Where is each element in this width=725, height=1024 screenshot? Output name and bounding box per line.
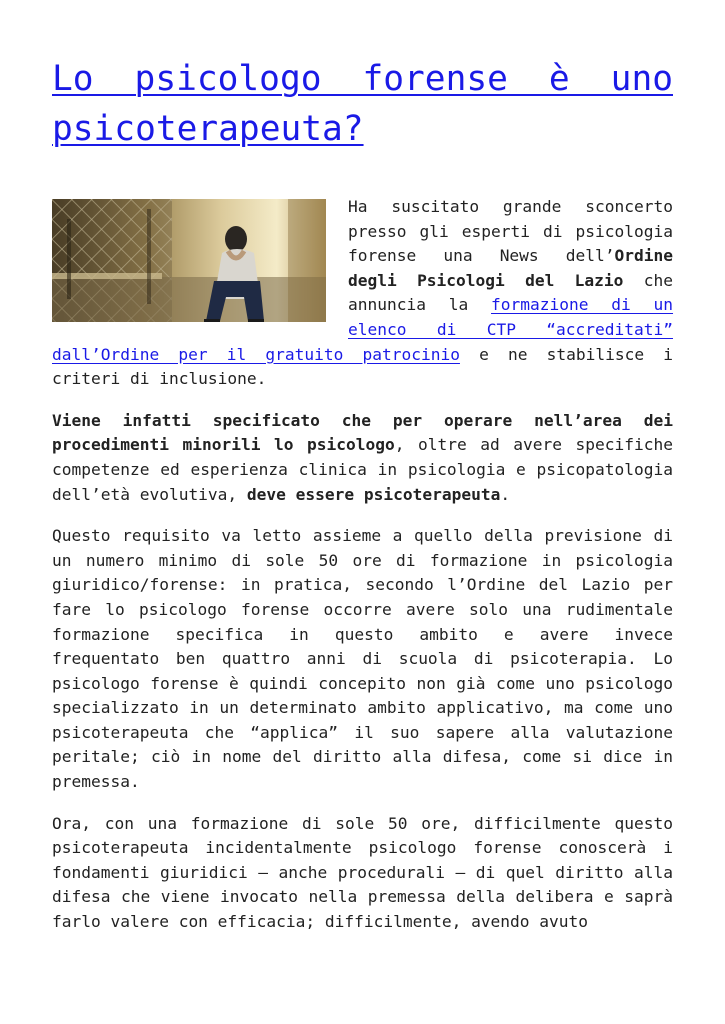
- paragraph-2-text-a: , oltre ad avere specifiche competenze ed esperienza clinica in psicologia e psicopatologia dell’età evolutiva,: [52, 435, 673, 504]
- ordine-lazio-bold: Ordine degli Psicologi del Lazio: [348, 246, 673, 290]
- paragraph-1-text-b: che annuncia la: [348, 270, 673, 315]
- paragraph-3: Questo requisito va letto assieme a quello della previsione di un numero minimo di sole 50 ore di formazione in psicologia giuridico/forense: in pratica, secondo l’Ordine del Lazio per fare lo psicologo forense occorre avere solo una rudimentale formazione specifica in questo ambito e avere invece frequentato ben quattro anni di scuola di psicoterapia. Lo psicologo forense è quindi concepito non già come uno psicologo specializzato in un determinato ambito applicativo, ma come uno psicoterapeuta che “applica” il suo sapere alla valutazione peritale; ciò in nome del diritto alla difesa, come si dice in premessa.: [52, 526, 673, 792]
- article-body: [52, 195, 673, 935]
- ctp-list-link[interactable]: formazione di un elenco di CTP “accreditati” dall’Ordine per il gratuito patrocinio: [52, 295, 674, 364]
- paragraph-2-text-b: .: [500, 484, 511, 504]
- paragraph-4: Ora, con una formazione di sole 50 ore, difficilmente questo psicoterapeuta incidentalmente psicologo forense conoscerà i fondamenti giuridici – anche procedurali – di quel diritto alla difesa che viene invocato nella premessa della delibera e saprà farlo valere con efficacia; difficilmente, avendo avuto: [52, 813, 673, 932]
- paragraph-1-text-c: e ne stabilisce i criteri di inclusione.: [52, 344, 673, 389]
- paragraph-2: [52, 409, 673, 507]
- article-title-link[interactable]: Lo psicologo forense è uno psicoterapeuta?: [52, 59, 673, 149]
- paragraph-2-bold-a: Viene infatti specificato che per operare nell’area dei procedimenti minorili lo psicologo: [52, 410, 673, 455]
- article-title: [52, 54, 673, 154]
- paragraph-1-text-a: Ha suscitato grande sconcerto presso gli esperti di psicologia forense una News dell’: [348, 197, 673, 266]
- article: [52, 54, 673, 952]
- prison-photo-illustration: [52, 199, 326, 322]
- article-photo: [52, 199, 326, 322]
- paragraph-2-bold-b: deve essere psicoterapeuta: [246, 484, 501, 504]
